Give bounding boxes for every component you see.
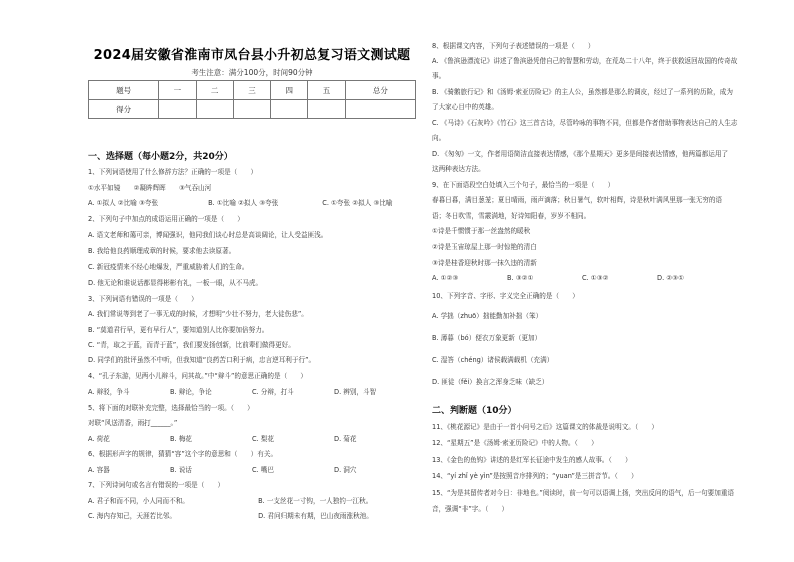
option: B. “莫道君行早，更有早行人”，要知道别人比你要加倍努力。 xyxy=(88,326,269,334)
option: B. 我给他良药顺理成章的时候，要求他去读原著。 xyxy=(88,247,236,255)
score-input-cell xyxy=(271,100,308,119)
option: C. 梨花 xyxy=(252,435,274,443)
option: D. 他无论和谁说话都显得彬彬有礼，一板一眼，从不马虎。 xyxy=(88,279,263,287)
option: D. 同学们的批评虽然不中听，但我知道“良药苦口利于病，忠言逆耳利于行”。 xyxy=(88,356,316,364)
option-continued: 事。 xyxy=(432,72,446,80)
option: B. ①比喻 ②拟人 ③夸张 xyxy=(208,199,279,207)
score-cell: 总分 xyxy=(345,81,415,100)
score-table-header-row xyxy=(89,81,416,100)
question-options xyxy=(88,497,416,505)
option: B. 一支丝花一寸钩，一人独钓一江秋。 xyxy=(258,497,373,505)
question-options xyxy=(88,512,416,520)
option: B. 《骑鹅旅行记》和《汤姆·索亚历险记》的主人公，虽然都是那么的调皮，经过了一系列的历险，成为 xyxy=(432,88,733,96)
question-stem: 4、“孔子东游，见两小儿辩斗，问其故。”中“辩斗”的意思正确的是（ ） xyxy=(88,372,307,380)
option: D. 《匆匆》一文，作者用语简洁直接表达情感，《那个星期天》更多是间接表达情感，他两篇都运用了 xyxy=(432,150,729,158)
score-input-cell xyxy=(233,100,270,119)
option: D. 菊花 xyxy=(334,435,357,443)
question-items: ①水平如镜 ②凝眸辉晖 ③气吞山河 xyxy=(88,184,212,192)
score-cell: 五 xyxy=(308,81,345,100)
option: C. 分辩，打斗 xyxy=(252,388,294,396)
question-stem: 14、“yí zhǐ yè yìn”是按照音序排列的；“yuan”是三拼音节。（ ） xyxy=(432,472,638,480)
option: B. ③②① xyxy=(507,274,534,282)
option: A. 容器 xyxy=(88,466,110,474)
option: B. 薄暮（bó）便衣万象更新（更加） xyxy=(432,334,542,342)
option-continued: 了大家心目中的英雄。 xyxy=(432,103,498,111)
score-input-cell xyxy=(196,100,233,119)
question-item: ①诗是千惯惯于那一丝盎然的暖秋 xyxy=(432,227,531,235)
question-continued: 音，强调“非”字。（ ） xyxy=(432,505,509,513)
score-cell: 一 xyxy=(159,81,196,100)
question-stem: 13、《金色的鱼钩》讲述的是红军长征途中发生的感人故事。（ ） xyxy=(432,456,632,464)
question-options xyxy=(432,274,732,282)
option: B. 辩论，争论 xyxy=(170,388,212,396)
question-stem: 1、下列词语使用了什么修辞方法？正确的一项是（ ） xyxy=(88,168,258,176)
score-cell: 三 xyxy=(233,81,270,100)
option-continued: 这两种表达方法。 xyxy=(432,165,485,173)
question-text: 对联“风送清香，雨打______。” xyxy=(88,419,178,427)
question-options xyxy=(88,199,416,207)
question-item: ③诗是桂香迎秋时那一抹久违的清新 xyxy=(432,259,537,267)
option: A. ①拟人 ②比喻 ③夸张 xyxy=(88,199,159,207)
score-cell: 四 xyxy=(271,81,308,100)
section-heading: 二、判断题（10分） xyxy=(432,406,517,416)
option: B. 说话 xyxy=(170,466,192,474)
question-stem: 15、“为是其留传者对今日：非地也。”阅读时，前一句可以语调上扬，突出反问的语气，后一句要加重语 xyxy=(432,489,735,497)
option: A. 荷花 xyxy=(88,435,110,443)
option: C. ①③② xyxy=(582,274,609,282)
question-stem: 3、下列词语有错误的一项是（ ） xyxy=(88,295,198,303)
score-input-cell xyxy=(159,100,196,119)
score-cell: 二 xyxy=(196,81,233,100)
option: B. 梅花 xyxy=(170,435,192,443)
question-stem: 9、在下面语段空白处填入三个句子，最恰当的一项是（ ） xyxy=(432,181,615,189)
option: C. 海内存知己，天涯若比邻。 xyxy=(88,512,176,520)
question-stem: 7、下列诗词句或名言有错误的一项是（ ） xyxy=(88,481,225,489)
option: C. 湿答（chéng）诸侯载满载机（充满） xyxy=(432,356,554,364)
option-continued: 向。 xyxy=(432,134,446,142)
option: A. 语文老师和蔼可亲，博闻强识，他同我们谈心时总是高谈阔论，让人受益匪浅。 xyxy=(88,231,328,239)
option: C. “青，取之于蓝，而青于蓝”，我们要发扬创新，比前辈们做得更好。 xyxy=(88,341,295,349)
score-cell: 题号 xyxy=(89,81,159,100)
exam-title: 2024届安徽省淮南市凤台县小升初总复习语文测试题 xyxy=(93,48,411,63)
score-table-score-row xyxy=(89,100,416,119)
question-stem: 8、根据课文内容，下列句子表述错误的一项是（ ） xyxy=(432,42,595,50)
question-passage: 春暮日暮，满目葱茏；夏日晴雨，雨声滴落；秋日暑气，软叶相辉，诗是秋叶满风里那一张无穷的语 xyxy=(432,196,723,204)
question-options xyxy=(88,388,416,396)
score-table xyxy=(88,80,416,119)
question-passage: 语；冬日吹雪，雪霰满地，好诗知阳春，岁岁不相同。 xyxy=(432,212,591,220)
option: D. 辨别，斗智 xyxy=(334,388,377,396)
question-stem: 11、《桃花源记》是由于一首小问号之后》这篇课文的体裁是说明文。（ ） xyxy=(432,423,658,431)
question-stem: 10、下列字音、字形、字义完全正确的是（ ） xyxy=(432,292,579,300)
option: A. 我们常说等到老了一事无成的时候，才想明“少壮不努力，老大徒伤悲”。 xyxy=(88,310,308,318)
option: C. 《马诗》《石灰吟》《竹石》这三首古诗，尽管吟咏的事物不同，但都是作者借助事物表达自己的人生志 xyxy=(432,119,738,127)
question-stem: 2、下列句子中加点的成语运用正确的一项是（ ） xyxy=(88,215,244,223)
option: A. 学拙（zhuō）拙能勤加补拙（笨） xyxy=(432,312,543,320)
question-stem: 6、根据形声字的规律，猜猜“容”这个字的意思和（ ）有关。 xyxy=(88,450,278,458)
question-options xyxy=(88,435,416,443)
option: C. 嘴巴 xyxy=(252,466,274,474)
question-item: ②诗是玉宙琼屋上那一时惊艳的清白 xyxy=(432,243,537,251)
exam-notice: 考生注意：满分100分，时间90分钟 xyxy=(191,68,313,77)
option: C. ①夸张 ②拟人 ③比喻 xyxy=(322,199,393,207)
option: D. 君问归期未有期，巴山夜雨涨秋池。 xyxy=(258,512,373,520)
option: A. 君子和而不同，小人同而不和。 xyxy=(88,497,189,505)
question-options xyxy=(88,466,416,474)
question-stem: 5、将下面的对联补充完整，选择最恰当的一项。（ ） xyxy=(88,404,254,412)
option: A. 《鲁滨逊漂流记》讲述了鲁滨逊凭借自己的智慧和劳动，在荒岛二十八年，终于获救返回故国的传奇故 xyxy=(432,57,738,65)
score-cell: 得分 xyxy=(89,100,159,119)
option: D. 匪徒（fěi）换言之浑身乏味（缺乏） xyxy=(432,378,549,386)
section-heading: 一、选择题（每小题2分，共20分） xyxy=(88,152,233,162)
score-input-cell xyxy=(345,100,415,119)
question-stem: 12、“星期五”是《汤姆·索亚历险记》中的人物。（ ） xyxy=(432,439,598,447)
option: D. ②③① xyxy=(657,274,685,282)
option: A. ①②③ xyxy=(432,274,459,282)
option: A. 辩驳，争斗 xyxy=(88,388,130,396)
option: D. 洞穴 xyxy=(334,466,357,474)
score-input-cell xyxy=(308,100,345,119)
option: C. 新冠疫情来不经心地爆发，严重威胁着人们的生命。 xyxy=(88,263,249,271)
